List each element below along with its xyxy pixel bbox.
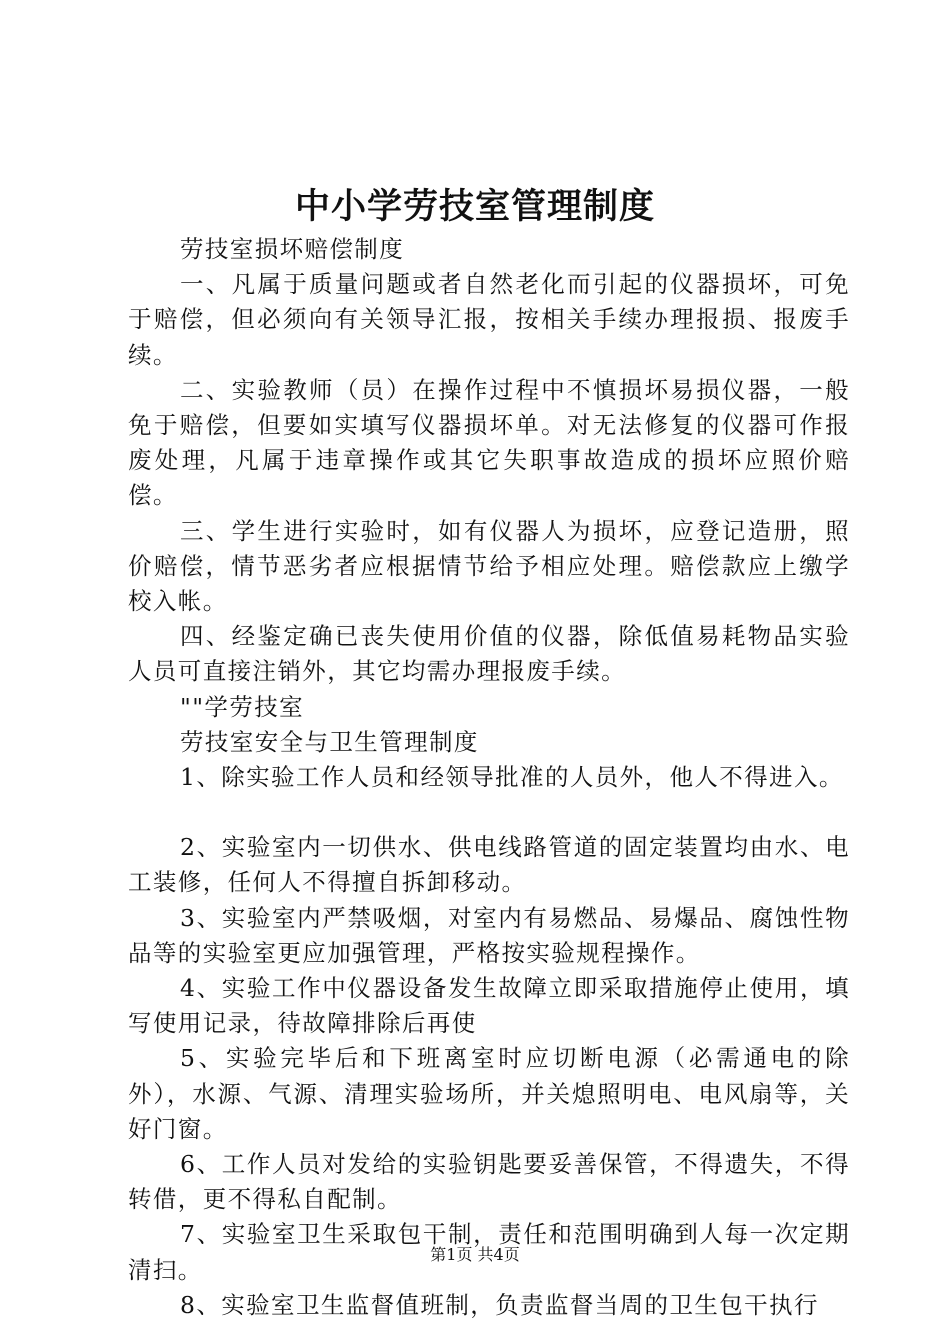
paragraph-item-2: 二、实验教师（员）在操作过程中不慎损坏易损仪器，一般免于赔偿，但要如实填写仪器损坏单。对无法修复的仪器可作报废处理，凡属于违章操作或其它失职事故造成的损坏应照价赔偿。 (128, 375, 850, 510)
rule-item-5: 5、实验完毕后和下班离室时应切断电源（必需通电的除外），水源、气源、清理实验场所，并关熄照明电、电风扇等，关好门窗。 (128, 1044, 850, 1143)
paragraph-item-3: 三、学生进行实验时，如有仪器人为损坏，应登记造册，照价赔偿，情节恶劣者应根据情节给予相应处理。赔偿款应上缴学校入帐。 (128, 516, 850, 616)
document-title: 中小学劳技室管理制度 (294, 186, 655, 227)
section-heading-safety-hygiene: 劳技室安全与卫生管理制度 (180, 727, 479, 756)
page-number-footer: 第1页 共4页 (430, 1245, 520, 1264)
rule-item-8: 8、实验室卫生监督值班制，负责监督当周的卫生包干执行 (180, 1290, 819, 1319)
section-heading-damage-compensation: 劳技室损坏赔偿制度 (180, 235, 405, 263)
rule-item-7: 7、实验室卫生采取包干制，责任和范围明确到人每一次定期清扫。 (128, 1220, 850, 1284)
paragraph-item-4: 四、经鉴定确已丧失使用价值的仪器，除低值易耗物品实验人员可直接注销外，其它均需办理报废手续。 (128, 622, 850, 686)
document-body (128, 232, 850, 1323)
rule-item-1: 1、除实验工作人员和经领导批准的人员外，他人不得进入。 (180, 763, 844, 792)
rule-item-3: 3、实验室内严禁吸烟，对室内有易燃品、易爆品、腐蚀性物品等的实验室更应加强管理，严格按实验规程操作。 (128, 903, 850, 967)
paragraph-item-1: 一、凡属于质量问题或者自然老化而引起的仪器损坏，可免于赔偿，但必须向有关领导汇报，按相关手续办理报损、报废手续。 (128, 270, 850, 369)
rule-item-6: 6、工作人员对发给的实验钥匙要妥善保管，不得遗失，不得转借，更不得私自配制。 (128, 1150, 850, 1214)
signature-line: ""学劳技室 (180, 692, 305, 721)
rule-item-4: 4、实验工作中仪器设备发生故障立即采取措施停止使用，填写使用记录，待故障排除后再使 (128, 974, 850, 1038)
rule-item-2: 2、实验室内一切供水、供电线路管道的固定装置均由水、电工装修，任何人不得擅自拆卸移动。 (128, 833, 850, 897)
